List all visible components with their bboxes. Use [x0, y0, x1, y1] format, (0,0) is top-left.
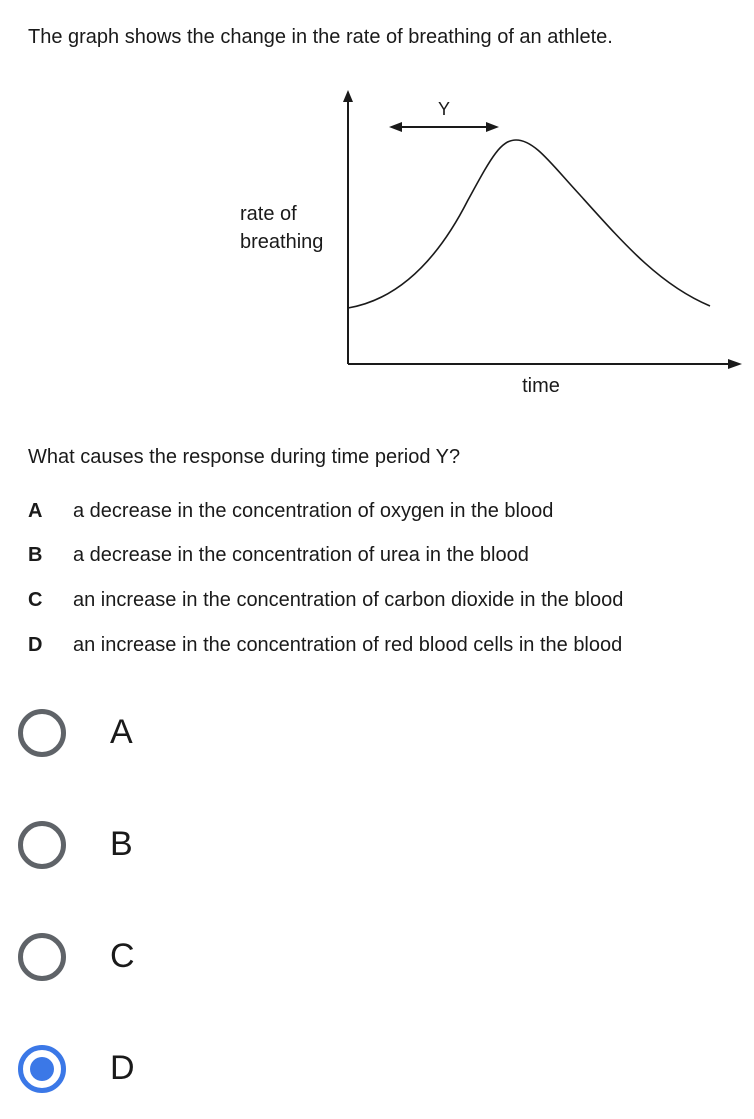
- question-intro: The graph shows the change in the rate of breathing of an athlete.: [28, 26, 613, 48]
- option-text: an increase in the concentration of carbon dioxide in the blood: [73, 589, 624, 611]
- option-text: a decrease in the concentration of oxygen in the blood: [73, 500, 554, 522]
- y-axis-arrowhead: [343, 90, 353, 102]
- breathing-rate-graph: [0, 0, 754, 420]
- answer-label-a[interactable]: A: [110, 713, 133, 751]
- option-letter: A: [28, 500, 43, 522]
- answer-choice-a[interactable]: [18, 706, 318, 766]
- radio-selected-dot: [30, 1057, 54, 1081]
- radio-button-a[interactable]: [18, 709, 66, 757]
- option-text: a decrease in the concentration of urea in the blood: [73, 544, 529, 566]
- answer-label-c[interactable]: C: [110, 937, 135, 975]
- answer-label-d[interactable]: D: [110, 1049, 135, 1087]
- radio-button-d-selected[interactable]: [18, 1045, 66, 1093]
- y-axis-label-line1: rate of: [240, 203, 297, 225]
- radio-button-b[interactable]: [18, 821, 66, 869]
- x-axis-label: time: [522, 375, 560, 397]
- period-y-label: Y: [437, 99, 451, 119]
- x-axis-arrowhead: [728, 359, 742, 369]
- option-letter: C: [28, 589, 43, 611]
- answer-choice-c[interactable]: [18, 930, 318, 990]
- answer-choice-d[interactable]: [18, 1042, 318, 1102]
- y-axis-label-line2: breathing: [240, 231, 324, 253]
- period-y-arrowhead-left: [389, 122, 402, 132]
- answer-label-b[interactable]: B: [110, 825, 133, 863]
- option-letter: D: [28, 634, 43, 656]
- option-letter: B: [28, 544, 43, 566]
- option-text: an increase in the concentration of red blood cells in the blood: [73, 634, 623, 656]
- answer-choice-b[interactable]: [18, 818, 318, 878]
- radio-button-c[interactable]: [18, 933, 66, 981]
- period-y-arrowhead-right: [486, 122, 499, 132]
- question-prompt: What causes the response during time period Y?: [28, 446, 461, 468]
- breathing-curve: [348, 140, 710, 308]
